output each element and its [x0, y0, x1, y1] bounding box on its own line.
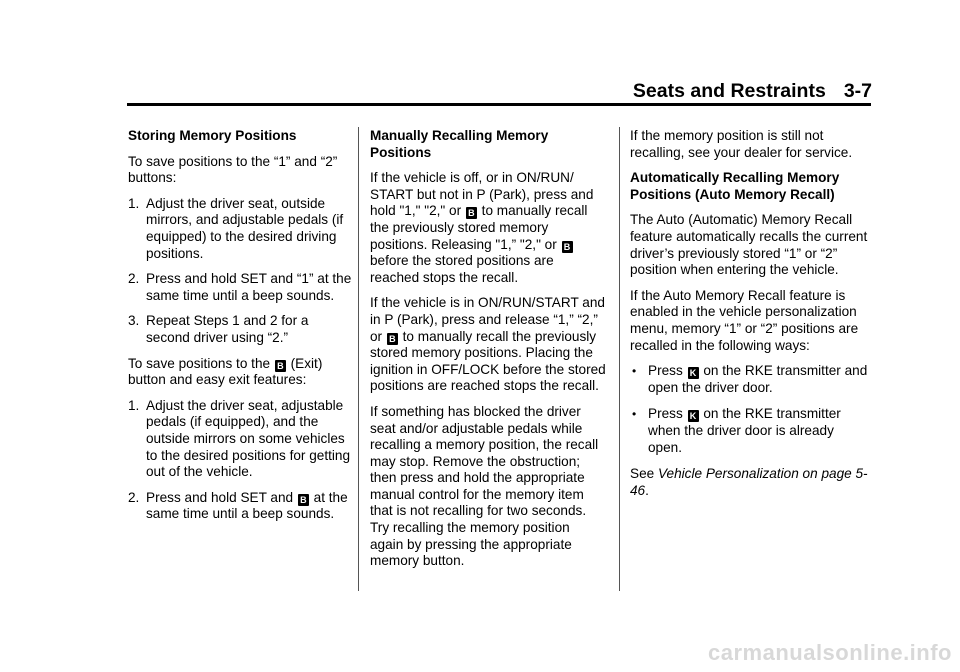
item-text: Press and hold SET and “1” at the same time until a beep sounds.	[146, 271, 352, 303]
item-text: Press and hold SET and	[146, 489, 294, 505]
exit-button-icon	[298, 494, 309, 506]
section-title: Seats and Restraints	[632, 80, 826, 102]
list-item	[128, 313, 352, 346]
item-number: 1.	[128, 195, 140, 211]
item-number: 2.	[128, 271, 140, 287]
paragraph	[370, 170, 606, 286]
bullet-item	[630, 363, 870, 396]
item-text: Adjust the driver seat, outside mirrors, and adjustable pedals (if equipped) to the desired driving positions.	[146, 195, 344, 261]
text: on the RKE transmitter and open the driver door.	[648, 363, 868, 395]
heading-manual-recall: Manually Recalling Memory Positions	[370, 128, 549, 160]
item-text: Adjust the driver seat, adjustable pedals (if equipped), and the outside mirrors on some vehicles to the desired positions for getting out of the vehicle.	[146, 397, 351, 480]
exit-button-icon	[562, 241, 573, 253]
column-1	[128, 128, 352, 532]
item-number: 1.	[128, 397, 140, 413]
item-text: Repeat Steps 1 and 2 for a second driver using “2.”	[146, 313, 309, 345]
text: to manually recall the previously stored memory positions. Releasing "1,” "2," or	[370, 203, 588, 252]
bullet-icon: •	[632, 407, 637, 422]
exit-button-icon	[387, 333, 398, 345]
text: Press	[648, 363, 683, 379]
paragraph: The Auto (Automatic) Memory Recall feature automatically recalls the current driver’s previously stored “1” or “2” position when entering the vehicle.	[630, 212, 868, 278]
header-rule	[127, 103, 871, 106]
text: To save positions to the	[128, 355, 271, 371]
text: .	[645, 482, 649, 498]
bullet-icon: •	[632, 364, 637, 379]
text: on the RKE transmitter when the driver door is already open.	[648, 406, 841, 455]
unlock-key-icon	[688, 367, 699, 379]
cross-reference-link[interactable]: Vehicle Personalization on page 5-46	[630, 466, 868, 498]
watermark: carmanualsonline.info	[708, 640, 952, 665]
exit-button-icon	[466, 207, 477, 219]
paragraph: If something has blocked the driver seat and/or adjustable pedals while recalling a memory position, the recall may stop. Remove the obstruction; then press and hold the appropriate manual control for the memory item that is not recalling for two seconds. Try recalling the memory position again by pressing the appropriate memory button.	[370, 403, 599, 569]
item-text: at the same time until a beep sounds.	[146, 489, 348, 522]
column-divider-2	[619, 127, 620, 591]
paragraph: If the memory position is still not recalling, see your dealer for service.	[630, 128, 853, 160]
text: (Exit) button and easy exit features:	[128, 355, 323, 388]
paragraph: If the Auto Memory Recall feature is enabled in the vehicle personalization menu, memory “1” or “2” positions are recalled in the following ways:	[630, 287, 859, 353]
page-number: 3-7	[843, 80, 872, 102]
paragraph	[128, 356, 352, 389]
text: Press	[648, 406, 683, 422]
unlock-key-icon	[688, 410, 699, 422]
page-header	[633, 80, 872, 103]
bullet-item	[630, 406, 870, 456]
text: See	[630, 466, 655, 482]
text: to manually recall the previously stored memory positions. Placing the ignition in OFF/LOCK before the stored positions are reached stops the recall.	[370, 328, 606, 394]
item-number: 2.	[128, 489, 140, 505]
text: If the vehicle is in ON/RUN/START and in P (Park), press and release “1,” “2,” or	[370, 295, 605, 344]
exit-button-icon	[275, 360, 286, 372]
list-item	[128, 196, 352, 262]
text: before the stored positions are reached stops the recall.	[370, 253, 554, 285]
column-3	[630, 128, 870, 508]
heading-storing: Storing Memory Positions	[128, 128, 297, 143]
list-item	[128, 490, 352, 523]
paragraph	[370, 295, 606, 395]
list-item	[128, 271, 352, 304]
paragraph: To save positions to the “1” and “2” buttons:	[128, 153, 338, 186]
paragraph	[630, 466, 870, 499]
text: If the vehicle is off, or in ON/RUN/ START but not in P (Park), press and hold "1," "2," or	[370, 170, 594, 219]
item-number: 3.	[128, 313, 140, 329]
heading-auto-recall: Automatically Recalling Memory Positions (Auto Memory Recall)	[630, 170, 840, 202]
list-item	[128, 398, 352, 481]
column-2	[370, 128, 606, 579]
column-divider-1	[358, 127, 359, 591]
